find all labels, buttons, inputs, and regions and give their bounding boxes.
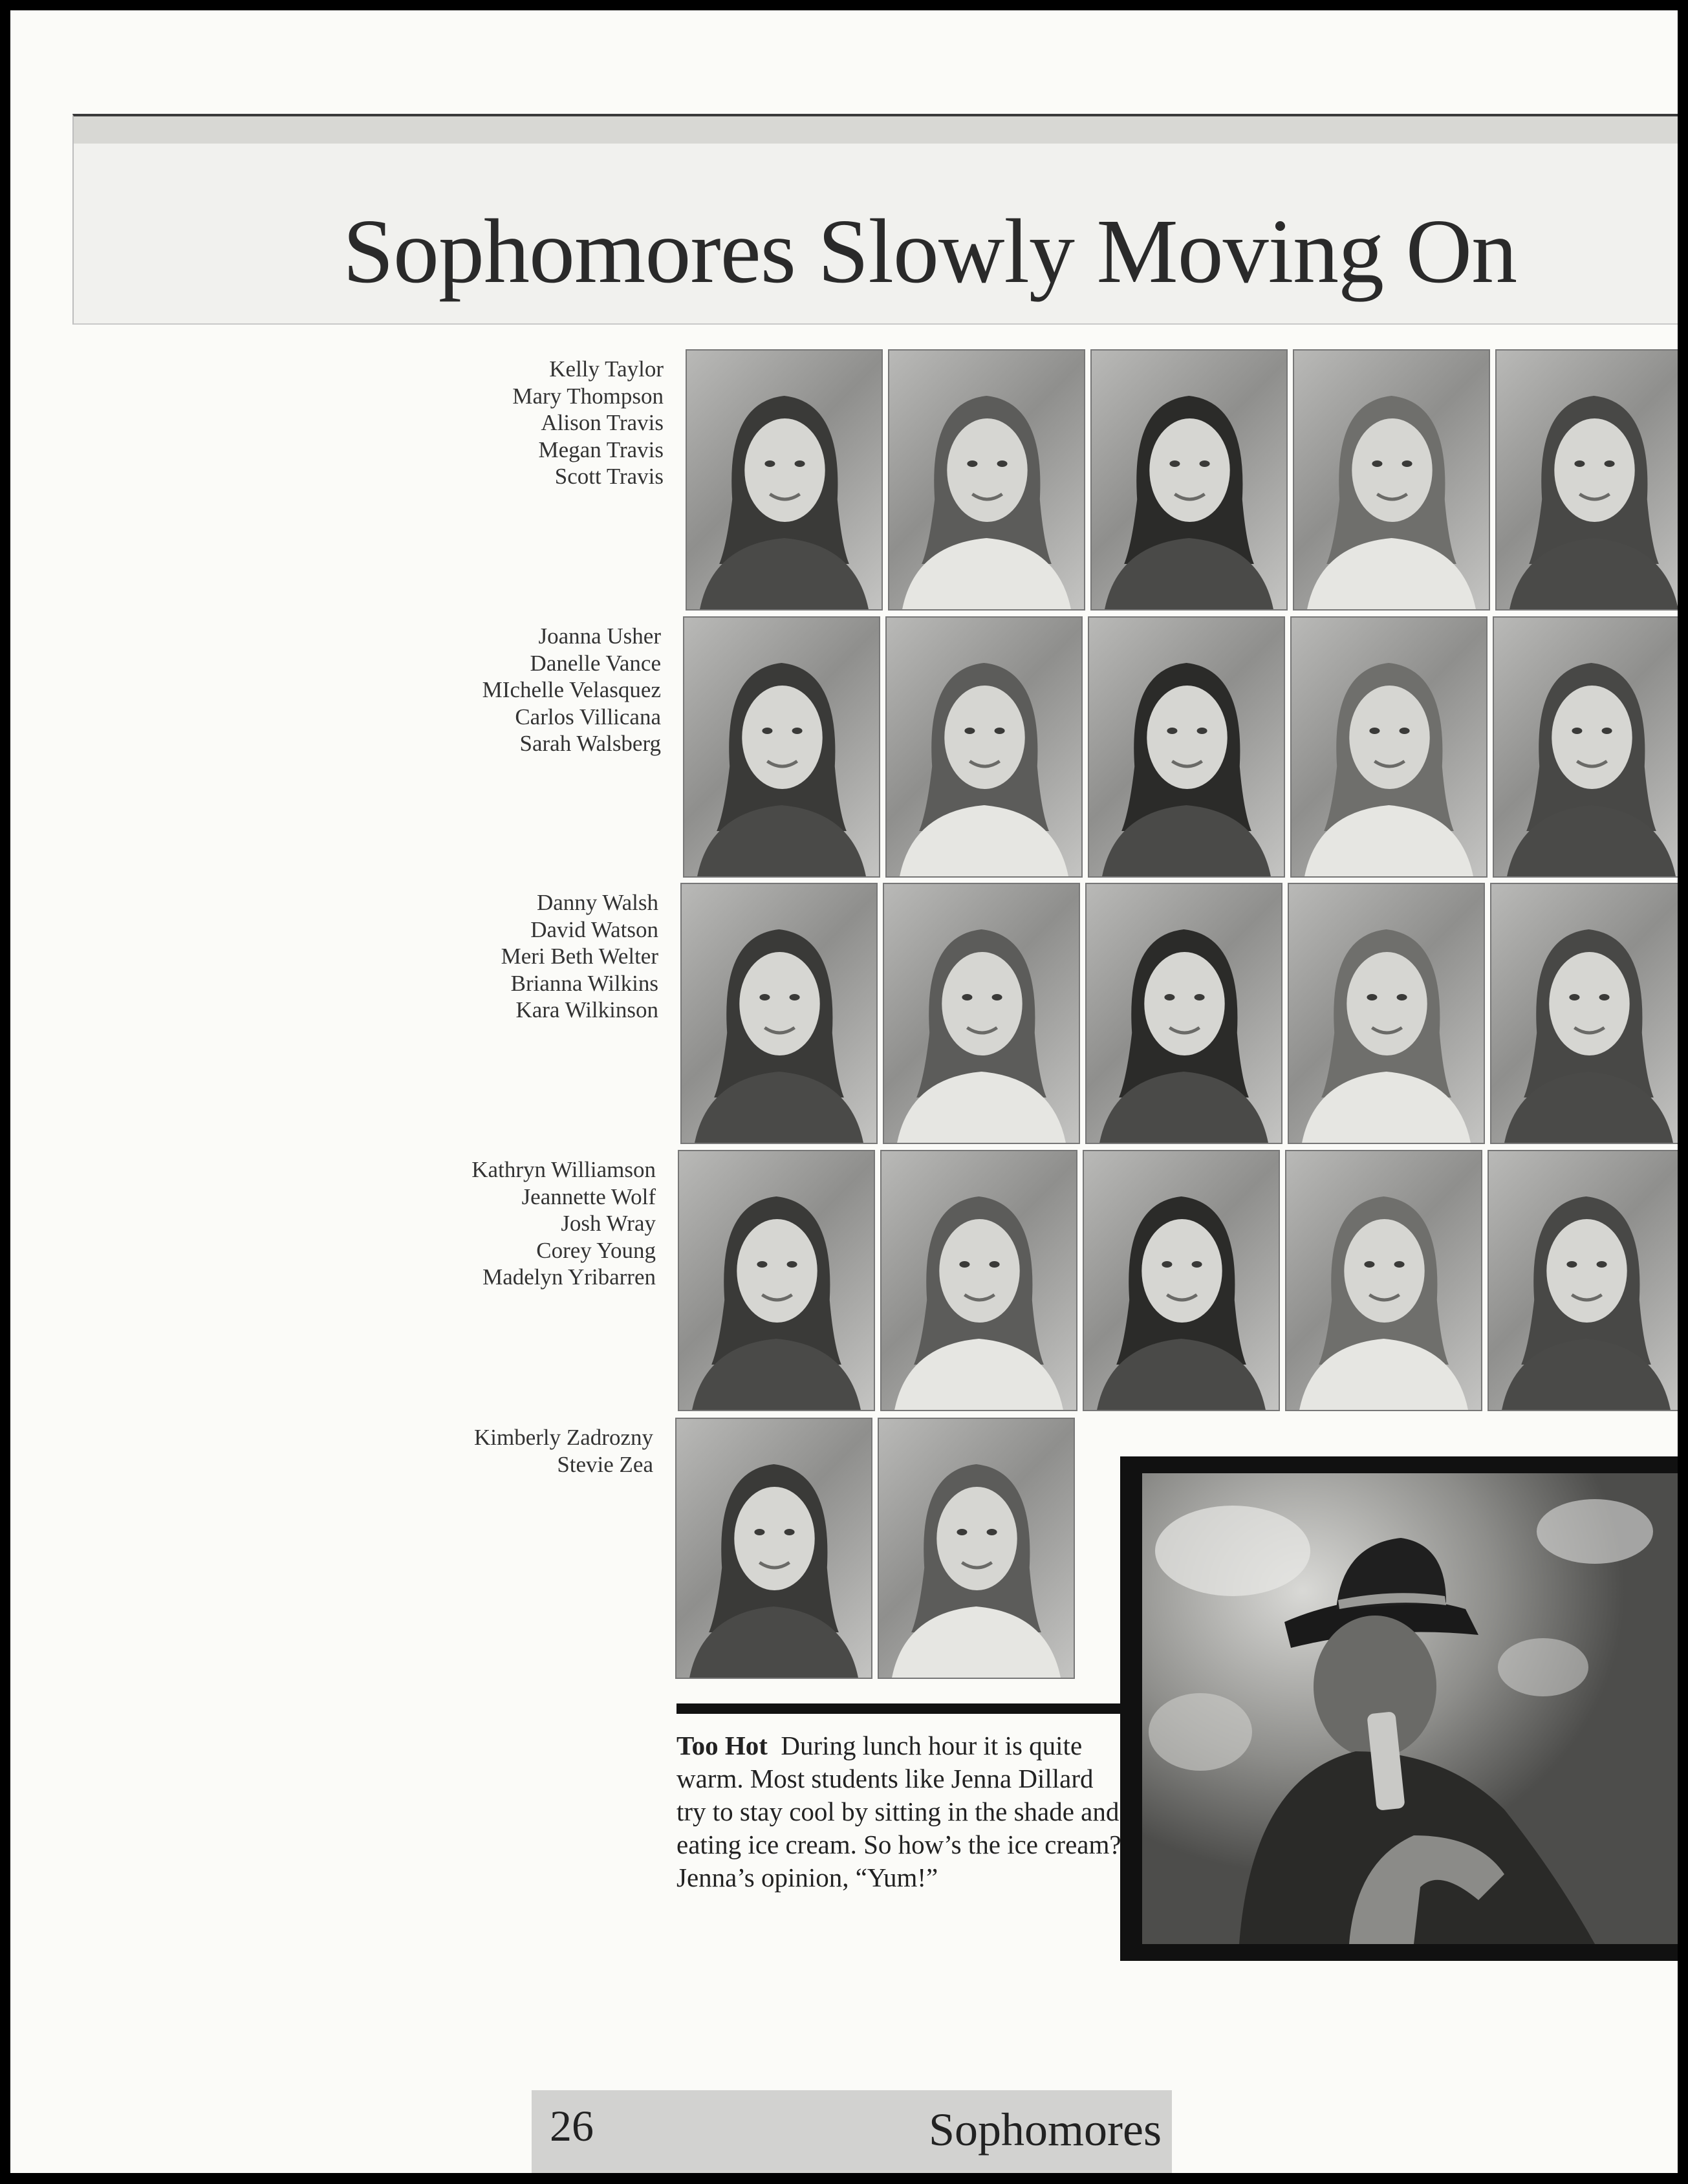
student-name: Sarah Walsberg (519, 731, 661, 756)
page-number: 26 (550, 2101, 594, 2150)
student-portrait (1088, 616, 1285, 878)
student-portrait (680, 883, 878, 1144)
student-portrait (885, 616, 1083, 878)
student-name: Corey Young (536, 1237, 656, 1263)
portrait-silhouette (1497, 351, 1678, 609)
row-2-names (208, 623, 661, 757)
portrait-silhouette (1491, 884, 1678, 1143)
student-name: Scott Travis (554, 464, 664, 489)
student-portrait (1493, 616, 1678, 878)
student-portrait (686, 349, 883, 611)
portrait-silhouette (684, 618, 879, 876)
student-name: Joanna Usher (538, 623, 661, 649)
student-portrait (883, 883, 1080, 1144)
student-portrait (678, 1150, 875, 1411)
portrait-silhouette (1089, 618, 1284, 876)
student-name: Meri Beth Welter (501, 944, 658, 969)
photo-caption (676, 1729, 1123, 1894)
student-name: Megan Travis (538, 437, 664, 462)
portrait-silhouette (879, 1419, 1074, 1678)
student-portrait (675, 1418, 872, 1679)
student-portrait (1488, 1150, 1678, 1411)
footer-band (532, 2090, 1172, 2173)
portrait-silhouette (1294, 351, 1489, 609)
student-name: Danelle Vance (530, 650, 661, 676)
student-name: Kara Wilkinson (515, 997, 658, 1022)
portrait-silhouette (679, 1151, 874, 1410)
caption-rule (676, 1703, 1129, 1714)
student-portrait (1285, 1150, 1482, 1411)
portrait-silhouette (887, 618, 1081, 876)
portrait-silhouette (1292, 618, 1486, 876)
student-portrait (1495, 349, 1678, 611)
portrait-silhouette (1092, 351, 1286, 609)
row-4-names (203, 1156, 656, 1291)
student-portrait (683, 616, 880, 878)
portrait-silhouette (682, 884, 876, 1143)
candid-photo (1142, 1473, 1678, 1944)
portrait-silhouette (884, 884, 1079, 1143)
student-name: Kathryn Williamson (471, 1157, 656, 1182)
portrait-silhouette (1084, 1151, 1279, 1410)
student-portrait (1490, 883, 1678, 1144)
student-name: Josh Wray (561, 1211, 656, 1236)
student-portrait (1290, 616, 1488, 878)
student-name: Madelyn Yribarren (482, 1264, 656, 1290)
student-portrait (1288, 883, 1485, 1144)
student-name: Mary Thompson (512, 383, 664, 409)
student-portrait (1085, 883, 1282, 1144)
portrait-silhouette (687, 351, 882, 609)
student-name: MIchelle Velasquez (482, 677, 661, 702)
portrait-silhouette (889, 351, 1084, 609)
portrait-silhouette (1489, 1151, 1678, 1410)
student-name: Kimberly Zadrozny (474, 1425, 653, 1450)
student-portrait (878, 1418, 1075, 1679)
student-name: David Watson (530, 916, 658, 942)
portrait-silhouette (676, 1419, 871, 1678)
student-name: Carlos Villicana (515, 704, 661, 730)
portrait-silhouette (1289, 884, 1484, 1143)
student-name: Brianna Wilkins (510, 970, 658, 996)
caption-body: During lunch hour it is quite warm. Most students like Jenna Dillard try to stay cool by sitting in the shade and eating ice cream. So how’s the ice cream? Jenna’s opinion, “Yum!” (676, 1731, 1121, 1892)
page-title: Sophomores Slowly Moving On (343, 200, 1517, 302)
portrait-silhouette (1286, 1151, 1481, 1410)
student-portrait (888, 349, 1085, 611)
student-name: Alison Travis (541, 410, 664, 435)
portrait-silhouette (1087, 884, 1281, 1143)
candid-photo-image (1142, 1473, 1678, 1944)
student-portrait (880, 1150, 1077, 1411)
student-portrait (1090, 349, 1288, 611)
student-name: Kelly Taylor (549, 356, 664, 382)
student-name: Stevie Zea (557, 1451, 653, 1477)
yearbook-page (10, 10, 1678, 2173)
student-name: Danny Walsh (536, 890, 658, 915)
student-portrait (1083, 1150, 1280, 1411)
row-3-names (206, 889, 658, 1024)
portrait-silhouette (882, 1151, 1076, 1410)
row-1-names (211, 356, 664, 490)
row-5-names (200, 1424, 653, 1478)
student-portrait (1293, 349, 1490, 611)
section-label: Sophomores (929, 2104, 1162, 2156)
caption-title: Too Hot (676, 1731, 768, 1760)
student-name: Jeannette Wolf (521, 1184, 656, 1209)
portrait-silhouette (1494, 618, 1678, 876)
